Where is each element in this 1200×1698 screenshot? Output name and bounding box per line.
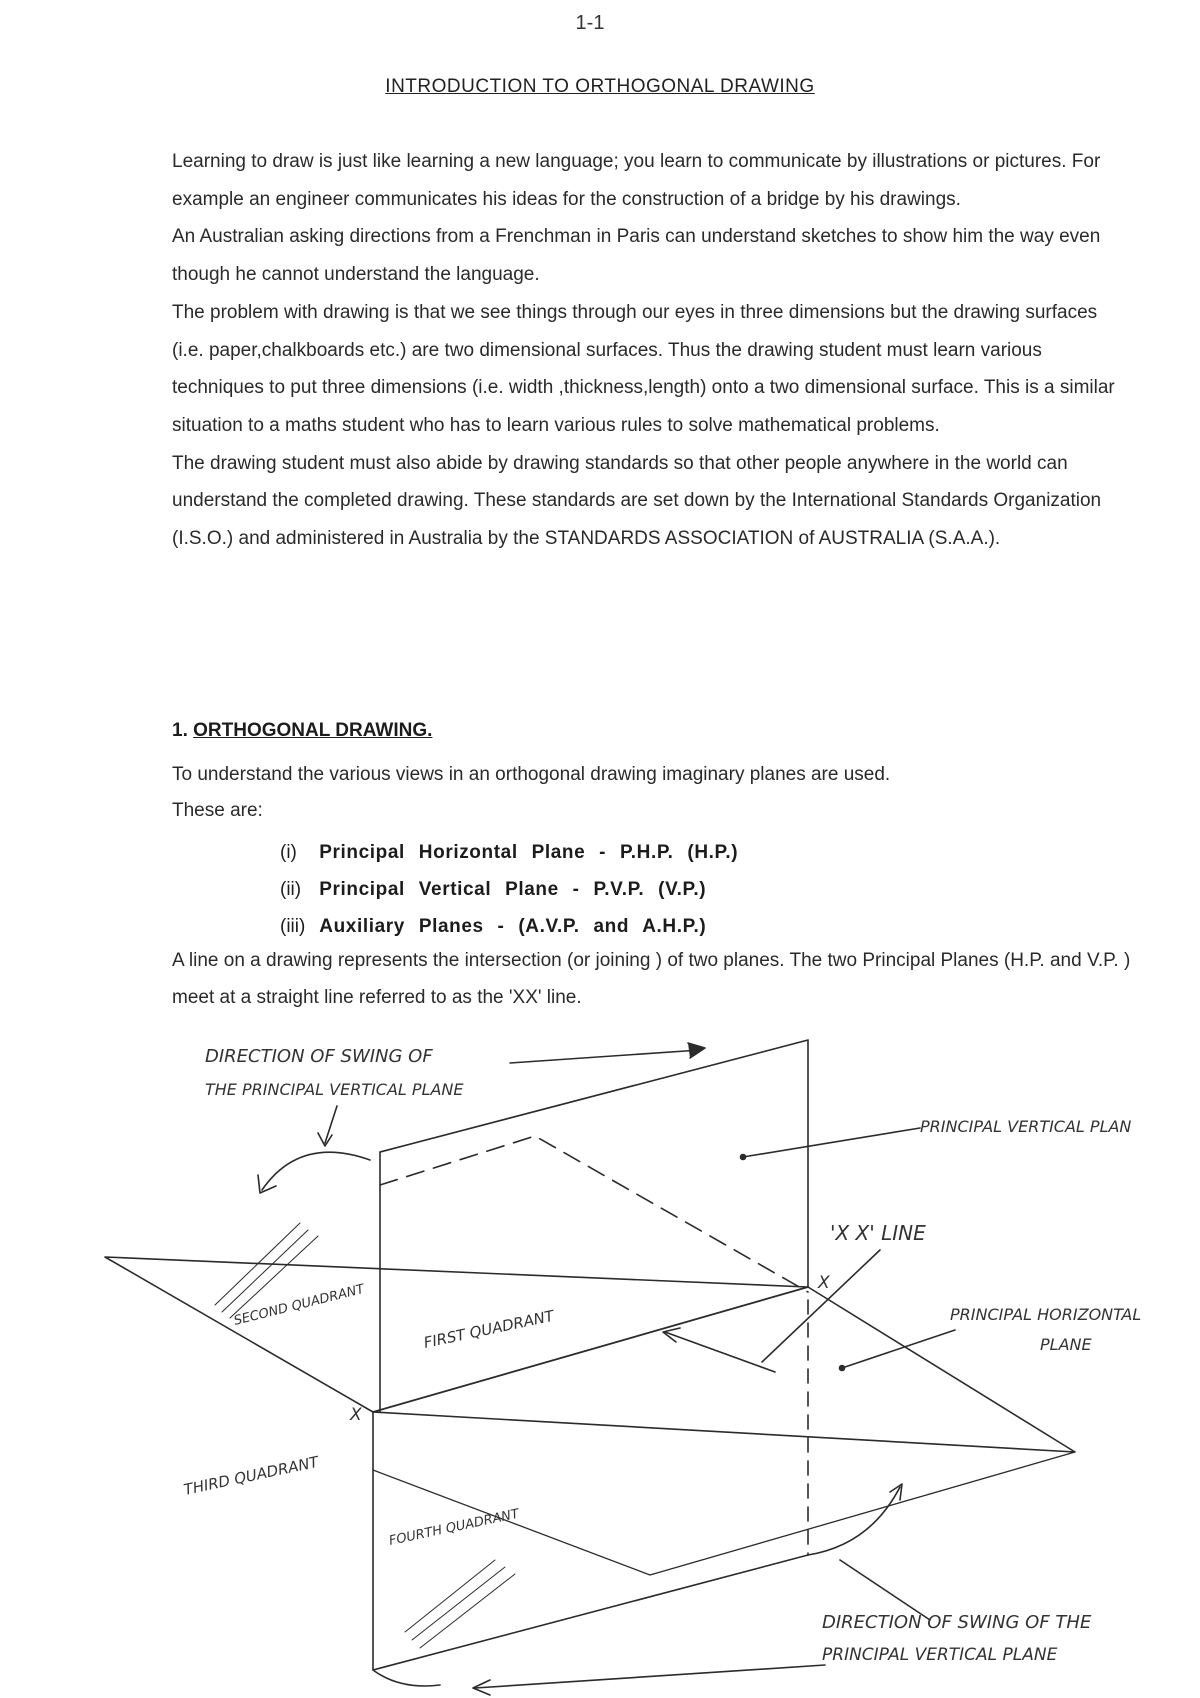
pvp-label: PRINCIPAL VERTICAL PLAN xyxy=(920,1117,1132,1136)
swing-arc-top xyxy=(262,1152,370,1190)
paragraph-4: The drawing student must also abide by drawing standards so that other people anywhere in the world can understand the completed drawing. These standards are set down by the International Standards Organization (I.S.O.) and administered in Australia by the STANDARDS ASSOCIATION of AUSTRALIA (S.A.A.). xyxy=(172,452,1102,550)
leader-line xyxy=(665,1332,775,1372)
xx-line-label: 'X X' LINE xyxy=(830,1221,926,1245)
leader-line xyxy=(762,1250,880,1362)
xx-line-text: A line on a drawing represents the intersection (or joining ) of two planes. The two Principal Planes (H.P. and V.P. ) meet at a straight line referred to as the 'XX' line. xyxy=(172,950,1131,1008)
third-quadrant-label: THIRD QUADRANT xyxy=(182,1452,321,1499)
list-item-text: Principal Vertical Plane - P.V.P. (V.P.) xyxy=(319,879,707,900)
projected-outline xyxy=(373,1452,1075,1575)
page-number: 1-1 xyxy=(575,12,605,34)
php-label-line-1: PRINCIPAL HORIZONTAL xyxy=(950,1305,1142,1324)
paragraph-2: An Australian asking directions from a Frenchman in Paris can understand sketches to show him the way even though he cannot understand the language. xyxy=(172,226,1101,286)
arrowhead xyxy=(688,1043,705,1058)
first-quadrant-label: FIRST QUADRANT xyxy=(422,1306,556,1352)
list-item-number: (ii) xyxy=(280,879,302,900)
section-intro-line-2: These are: xyxy=(172,800,263,821)
php-label-line-2: PLANE xyxy=(1040,1335,1092,1354)
leader-line xyxy=(510,1050,700,1063)
list-item-number: (iii) xyxy=(280,916,306,937)
section-intro-line-1: To understand the various views in an orthogonal drawing imaginary planes are used. xyxy=(172,764,891,785)
fourth-quadrant-label: FOURTH QUADRANT xyxy=(387,1506,521,1549)
swing-arc-lower-left xyxy=(373,1670,440,1686)
leader-line xyxy=(743,1128,920,1157)
leader-dot xyxy=(741,1155,746,1160)
x-mark-left: X xyxy=(350,1405,362,1425)
arrowhead xyxy=(318,1133,332,1146)
second-quadrant-label: SECOND QUADRANT xyxy=(232,1281,366,1329)
swing-arc-bottom xyxy=(808,1487,900,1555)
paragraph-1: Learning to draw is just like learning a new language; you learn to communicate by illustrations or pictures. For example an engineer communicates his ideas for the construction of a bridge by his drawings. xyxy=(172,151,1101,210)
leader-line xyxy=(840,1560,930,1620)
swing-top-label-line-2: THE PRINCIPAL VERTICAL PLANE xyxy=(205,1080,464,1099)
vertical-plane-upper xyxy=(380,1040,808,1287)
swing-bottom-label-line-2: PRINCIPAL VERTICAL PLANE xyxy=(822,1645,1058,1665)
leader-line xyxy=(842,1330,955,1368)
list-item-number: (i) xyxy=(280,842,297,863)
list-item-text: Auxiliary Planes - (A.V.P. and A.H.P.) xyxy=(319,916,707,937)
horizontal-plane xyxy=(105,1257,1075,1452)
leader-line xyxy=(475,1665,825,1688)
section-number: 1. xyxy=(172,720,188,741)
leader-dot xyxy=(840,1366,845,1371)
fourth-quadrant-hatching xyxy=(405,1560,515,1648)
section-title: ORTHOGONAL DRAWING. xyxy=(193,720,433,741)
swing-top-label-line-1: DIRECTION OF SWING OF xyxy=(205,1046,433,1067)
list-item-text: Principal Horizontal Plane - P.H.P. (H.P.) xyxy=(319,842,739,863)
x-mark-right: X xyxy=(818,1273,830,1293)
swing-bottom-label-line-1: DIRECTION OF SWING OF THE xyxy=(822,1612,1092,1633)
xx-intersection-line xyxy=(373,1287,808,1412)
document-title: INTRODUCTION TO ORTHOGONAL DRAWING xyxy=(385,76,815,97)
paragraph-3: The problem with drawing is that we see things through our eyes in three dimensions but the drawing surfaces (i.e. paper,chalkboards etc.) are two dimensional surfaces. Thus the drawing student must learn various techniques to put three dimensions (i.e. width ,thickness,length) onto a two dimensional surface. This is a similar situation to a maths student who has to learn various rules to solve mathematical problems. xyxy=(172,301,1115,436)
vertical-plane-lower xyxy=(373,1412,808,1670)
